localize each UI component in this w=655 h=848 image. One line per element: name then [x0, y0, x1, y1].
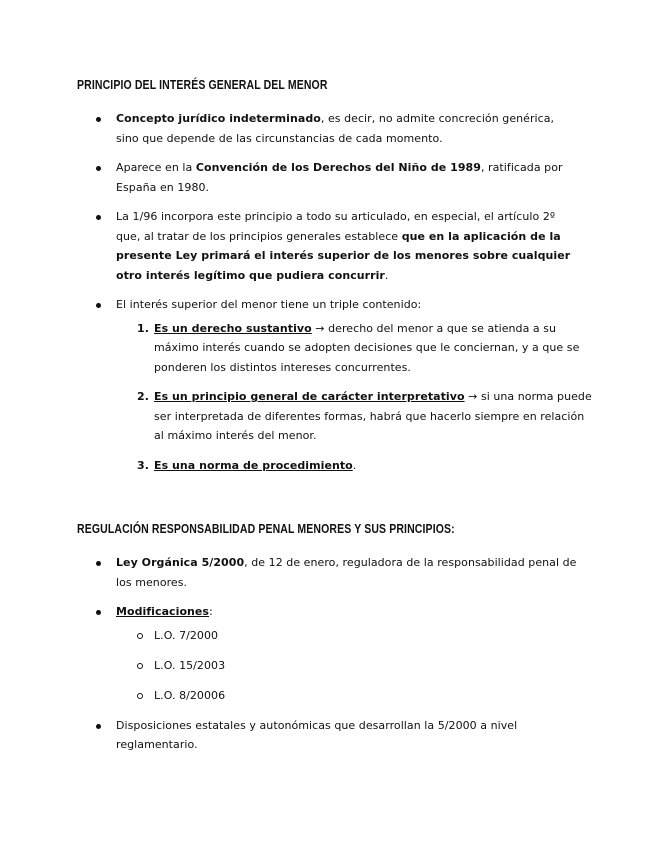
underlined-term: Es un principio general de carácter interpretativo — [154, 390, 465, 403]
bold-term: Ley Orgánica 5/2000 — [116, 556, 245, 569]
sub-list-item — [40, 686, 580, 706]
bullet-icon — [96, 117, 101, 122]
bold-term: que en la aplicación de la presente Ley primará el interés superior de los menores sobre cualquier otro interés legítimo que pudiera concurrir — [116, 229, 571, 282]
item-text: , ratificada por España en 1980. — [116, 161, 563, 194]
list-item — [0, 207, 580, 285]
regulacion-bullet-list — [0, 553, 580, 765]
item-number: 3. — [137, 458, 149, 472]
bullet-icon — [96, 724, 101, 729]
modifications-list — [116, 626, 580, 706]
item-text: . — [352, 458, 357, 472]
item-text: → derecho del menor a que se atienda a su máximo interés cuando se adopten decisiones que le conciernan, y a que se ponderen los distintos intereses concurrentes. — [154, 321, 580, 374]
item-text: : — [209, 605, 213, 618]
section-title-regulacion: REGULACIÓN RESPONSABILIDAD PENAL MENORES Y SUS PRINCIPIOS: — [77, 522, 455, 536]
list-item — [0, 109, 580, 148]
list-item — [0, 295, 592, 475]
list-item — [0, 602, 580, 706]
list-item — [0, 716, 580, 755]
item-text: . — [384, 268, 389, 282]
section-title-principio: PRINCIPIO DEL INTERÉS GENERAL DEL MENOR — [77, 78, 328, 92]
item-text: El interés superior del menor tiene un triple contenido: — [116, 298, 422, 311]
bullet-icon — [96, 610, 101, 615]
bold-term: Convención de los Derechos del Niño de 1989 — [195, 161, 481, 174]
sub-list-item — [40, 626, 580, 646]
bullet-icon — [96, 561, 101, 566]
item-text: La 1/96 incorpora este principio a todo su articulado, en especial, el artículo 2º que, al tratar de los principios generales establece — [116, 210, 556, 243]
item-text: Aparece en la — [116, 161, 196, 174]
bullet-icon — [96, 166, 101, 171]
item-number: 2. — [137, 390, 149, 403]
numbered-item — [40, 387, 592, 446]
sub-list-item — [40, 656, 580, 676]
circle-bullet-icon — [137, 663, 143, 669]
item-number: 1. — [137, 321, 149, 335]
item-text: L.O. 7/2000 — [154, 628, 219, 642]
item-text: → si una norma puede ser interpretada de diferentes formas, habrá que hacerlo siempre en relación al máximo interés del menor. — [154, 390, 592, 442]
item-text: L.O. 15/2003 — [154, 658, 226, 672]
underlined-term: Es un derecho sustantivo — [154, 321, 312, 335]
bullet-icon — [96, 215, 101, 220]
underlined-term: Es una norma de procedimiento — [154, 458, 353, 472]
numbered-item — [40, 319, 592, 378]
bold-term: Concepto jurídico indeterminado — [116, 112, 321, 125]
numbered-item — [40, 456, 592, 476]
numbered-list — [116, 319, 592, 476]
principio-bullet-list — [0, 109, 592, 485]
item-text: Disposiciones estatales y autonómicas que desarrollan la 5/2000 a nivel reglamentario. — [116, 718, 518, 751]
bullet-icon — [96, 303, 101, 308]
list-item — [0, 553, 580, 592]
item-text: L.O. 8/20006 — [154, 688, 226, 702]
underlined-term: Modificaciones — [116, 605, 210, 618]
circle-bullet-icon — [137, 693, 143, 699]
item-text: , es decir, no admite concreción genérica, sino que depende de las circunstancias de cada momento. — [116, 112, 555, 145]
circle-bullet-icon — [137, 633, 143, 639]
item-text: , de 12 de enero, reguladora de la responsabilidad penal de los menores. — [116, 556, 577, 589]
list-item — [0, 158, 580, 197]
